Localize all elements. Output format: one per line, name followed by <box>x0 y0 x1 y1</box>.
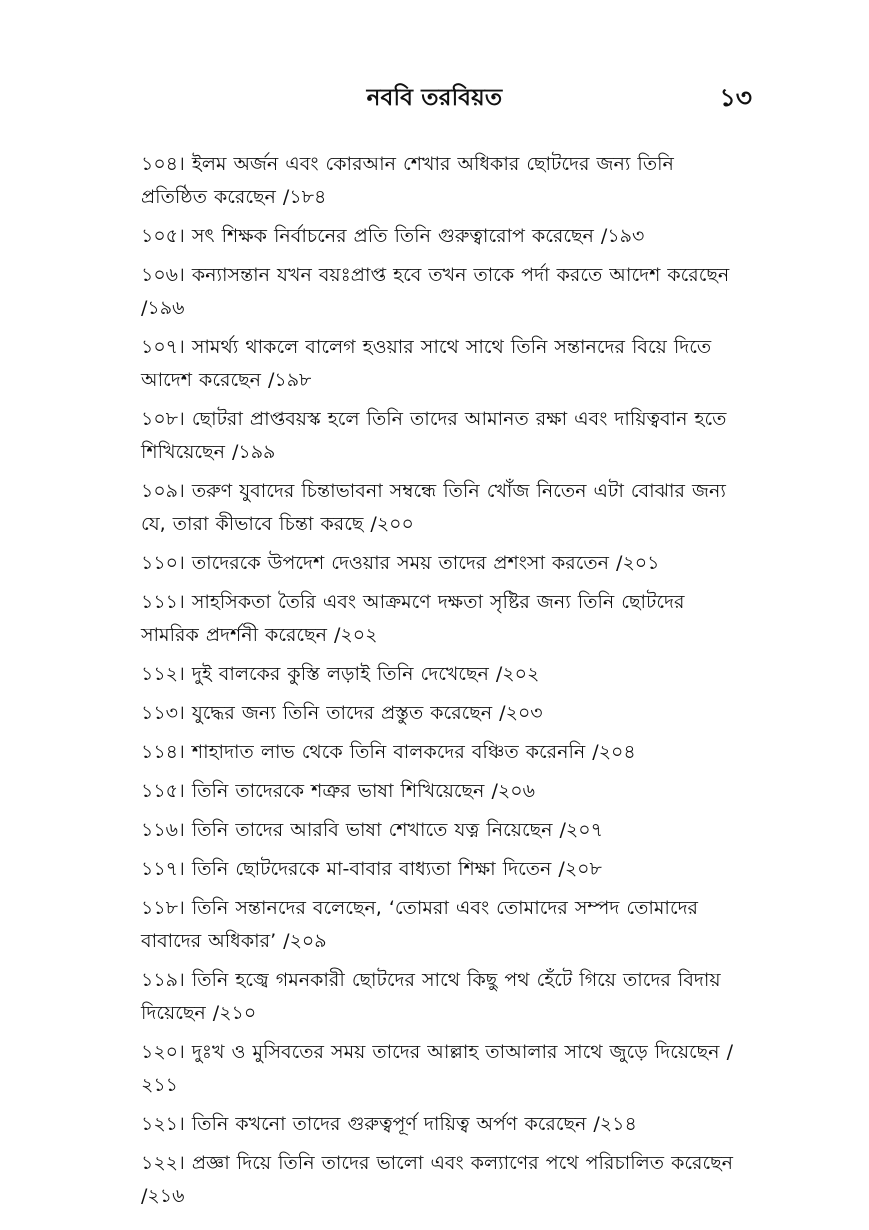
toc-entry <box>141 586 741 652</box>
entry-page-ref: / ২০২ <box>489 663 540 685</box>
entry-page-ref: / ২১৪ <box>586 1113 636 1135</box>
running-header <box>0 80 869 116</box>
toc-entry <box>141 259 741 325</box>
entry-text: ১২০। দুঃখ ও মুসিবতের সময় তাদের আল্লাহ তাআলার সাথে জুড়ে দিয়েছেন <box>141 1041 720 1063</box>
toc-entry <box>141 1036 741 1102</box>
entry-text: ১০৮। ছোটরা প্রাপ্তবয়স্ক হলে তিনি তাদের আমানত রক্ষা এবং দায়িত্ববান হতে শিখিয়েছেন <box>141 408 727 463</box>
entry-page-ref: / ১৮৪ <box>276 186 326 208</box>
entry-text: ১১২। দুই বালকের কুস্তি লড়াই তিনি দেখেছেন <box>141 663 489 685</box>
toc-entry <box>141 697 741 730</box>
toc-entry <box>141 1147 741 1213</box>
page-number: ১৩ <box>719 83 752 112</box>
entry-text: ১১৫। তিনি তাদেরকে শত্রুর ভাষা শিখিয়েছেন <box>141 780 485 802</box>
entry-page-ref: / ২০৮ <box>551 858 602 880</box>
entry-text: ১১৪। শাহাদাত লাভ থেকে তিনি বালকদের বঞ্চিত করেননি <box>141 741 586 763</box>
entry-page-ref: / ১৯৬ <box>141 297 184 319</box>
entry-text: ১১৯। তিনি হজ্বে গমনকারী ছোটদের সাথে কিছু পথ হেঁটে গিয়ে তাদের বিদায় দিয়েছেন <box>141 969 721 1024</box>
toc-entry <box>141 475 741 541</box>
toc-entry <box>141 403 741 469</box>
toc-entry <box>141 964 741 1030</box>
toc-entry <box>141 658 741 691</box>
entry-text: ১১৭। তিনি ছোটদেরকে মা-বাবার বাধ্যতা শিক্ষা দিতেন <box>141 858 552 880</box>
entry-text: ১১৬। তিনি তাদের আরবি ভাষা শেখাতে যত্ন নিয়েছেন <box>141 819 553 841</box>
entry-page-ref: / ২০৪ <box>585 741 636 763</box>
entry-text: ১১১। সাহসিকতা তৈরি এবং আক্রমণে দক্ষতা সৃষ্টির জন্য তিনি ছোটদের সামরিক প্রদর্শনী করেছেন <box>141 591 685 646</box>
entry-page-ref: / ২১৬ <box>141 1185 184 1207</box>
toc-entry <box>141 736 741 769</box>
entry-text: ১০৯। তরুণ যুবাদের চিন্তাভাবনা সম্বন্ধে তিনি খোঁজ নিতেন এটা বোঝার জন্য যে, তারা কীভাবে চিন্তা করছে <box>141 480 726 535</box>
toc-entry <box>141 148 741 214</box>
entry-text: ১০৫। সৎ শিক্ষক নির্বাচনের প্রতি তিনি গুরুত্বারোপ করেছেন <box>141 225 594 247</box>
toc-entry <box>141 547 741 580</box>
entry-page-ref: / ২০২ <box>327 624 378 646</box>
entry-page-ref: / ২০০ <box>363 513 414 535</box>
entry-page-ref: / ২০১ <box>609 552 660 574</box>
toc-entry <box>141 331 741 397</box>
toc-entry <box>141 1108 741 1141</box>
entry-page-ref: / ১৯৩ <box>594 225 644 247</box>
entry-page-ref: / ২০৩ <box>492 702 543 724</box>
entry-page-ref: / ১৯৯ <box>225 441 275 463</box>
entry-text: ১০৪। ইলম অর্জন এবং কোরআন শেখার অধিকার ছোটদের জন্য তিনি প্রতিষ্ঠিত করেছেন <box>141 153 674 208</box>
toc-entry <box>141 853 741 886</box>
entry-page-ref: / ২০৯ <box>276 930 327 952</box>
entry-text: ১০৭। সামর্থ্য থাকলে বালেগ হওয়ার সাথে সাথে তিনি সন্তানদের বিয়ে দিতে আদেশ করেছেন <box>141 336 712 391</box>
table-of-contents <box>141 148 741 1219</box>
entry-text: ১২১। তিনি কখনো তাদের গুরুত্বপূর্ণ দায়িত্ব অর্পণ করেছেন <box>141 1113 587 1135</box>
toc-entry <box>141 775 741 808</box>
toc-entry <box>141 220 741 253</box>
entry-text: ১০৬। কন্যাসন্তান যখন বয়ঃপ্রাপ্ত হবে তখন তাকে পর্দা করতে আদেশ করেছেন <box>141 264 730 286</box>
entry-text: ১১৩। যুদ্ধের জন্য তিনি তাদের প্রস্তুত করেছেন <box>141 702 493 724</box>
entry-page-ref: / ২০৬ <box>484 780 535 802</box>
running-title: নববি তরবিয়ত <box>366 85 503 111</box>
entry-page-ref: / ১৯৮ <box>261 369 311 391</box>
toc-entry <box>141 814 741 847</box>
entry-page-ref: / ২১০ <box>206 1002 257 1024</box>
entry-text: ১১০। তাদেরকে উপদেশ দেওয়ার সময় তাদের প্রশংসা করতেন <box>141 552 609 574</box>
toc-entry <box>141 892 741 958</box>
entry-page-ref: / ২১১ <box>141 1041 733 1096</box>
entry-page-ref: / ২০৭ <box>552 819 603 841</box>
entry-text: ১১৮। তিনি সন্তানদের বলেছেন, ‘তোমরা এবং তোমাদের সম্পদ তোমাদের বাবাদের অধিকার’ <box>141 897 699 952</box>
entry-text: ১২২। প্রজ্ঞা দিয়ে তিনি তাদের ভালো এবং কল্যাণের পথে পরিচালিত করেছেন <box>141 1152 733 1174</box>
